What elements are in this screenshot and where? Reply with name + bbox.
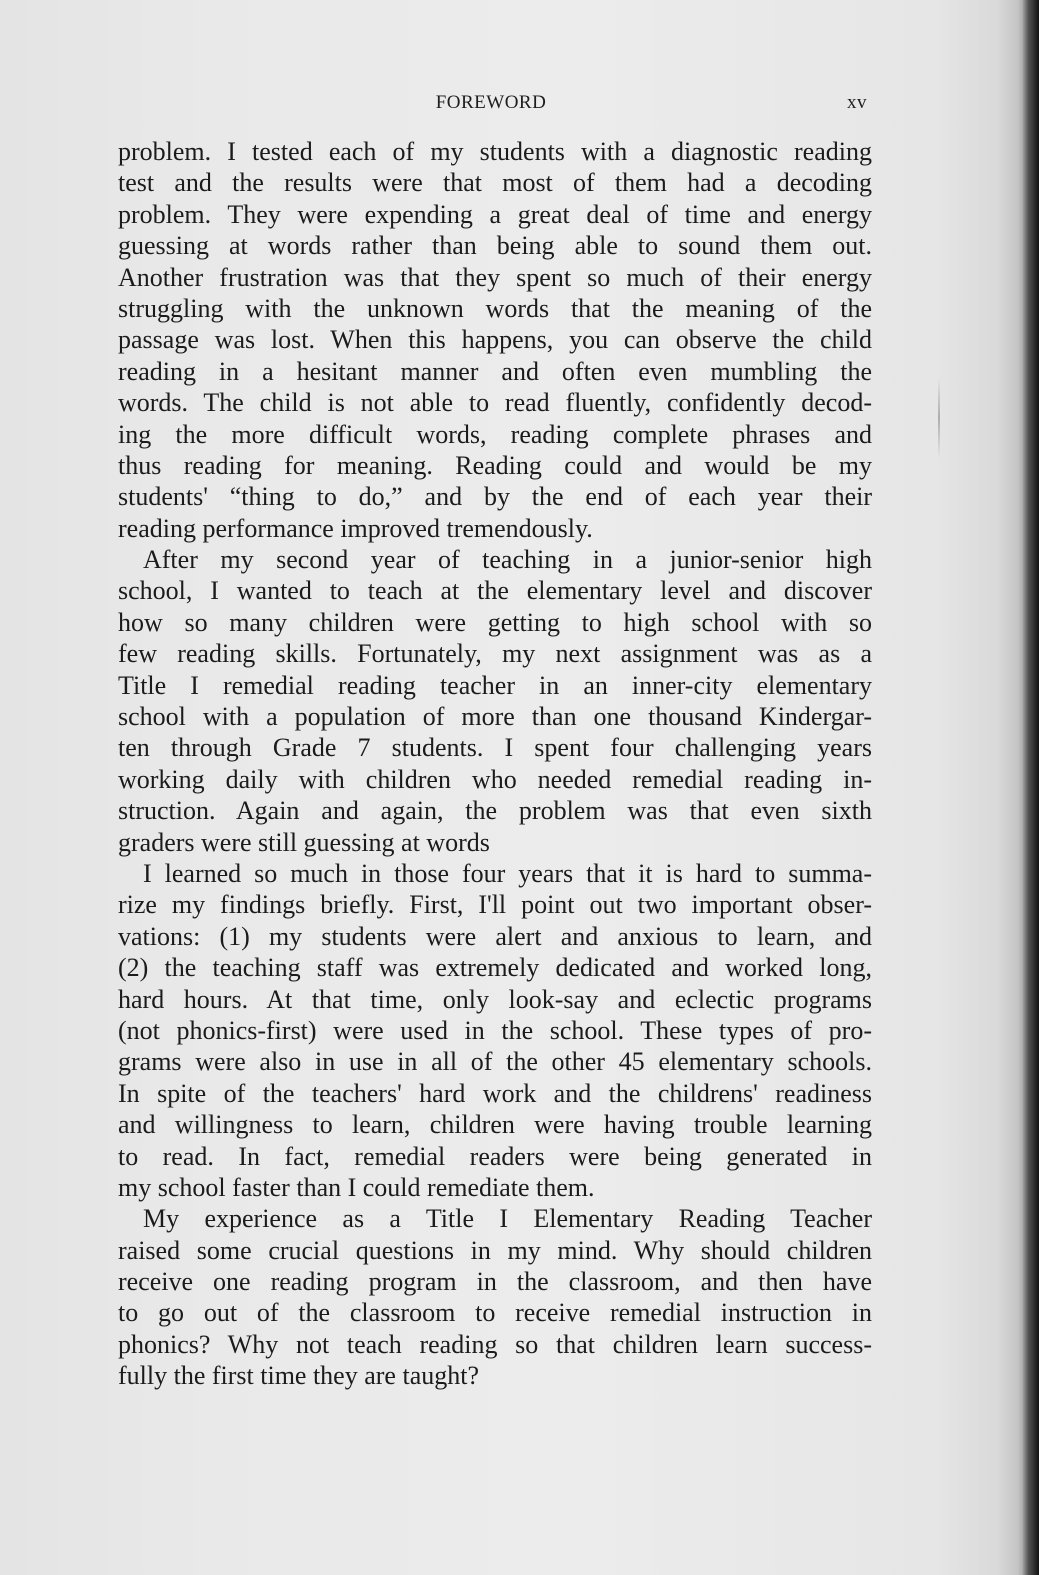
text-line: rize my findings briefly. First, I'll point out two important obser- bbox=[118, 890, 872, 920]
body-text bbox=[118, 136, 872, 1392]
running-title: FOREWORD bbox=[435, 92, 547, 113]
text-line: I learned so much in those four years that it is hard to summa- bbox=[143, 858, 872, 888]
text-line: (not phonics-first) were used in the school. These types of pro- bbox=[118, 1015, 872, 1045]
paragraph bbox=[118, 858, 872, 1203]
text-line: fully the first time they are taught? bbox=[118, 1361, 479, 1391]
text-line: Another frustration was that they spent so much of their energy bbox=[118, 262, 872, 292]
text-line: reading performance improved tremendously. bbox=[118, 513, 593, 543]
text-line: and willingness to learn, children were having trouble learning bbox=[118, 1110, 872, 1140]
text-line: passage was lost. When this happens, you can observe the child bbox=[118, 325, 872, 355]
margin-pencil-mark bbox=[938, 378, 940, 458]
text-line: test and the results were that most of them had a decoding bbox=[118, 168, 872, 198]
text-line: school, I wanted to teach at the elementary level and discover bbox=[118, 576, 872, 606]
text-line: phonics? Why not teach reading so that children learn success- bbox=[118, 1329, 872, 1359]
page-number: xv bbox=[847, 92, 867, 113]
book-spine-shadow bbox=[1021, 0, 1039, 1575]
text-line: grams were also in use in all of the other 45 elementary schools. bbox=[118, 1047, 872, 1077]
text-line: working daily with children who needed remedial reading in- bbox=[118, 764, 872, 794]
text-line: raised some crucial questions in my mind. Why should children bbox=[118, 1235, 872, 1265]
text-line: reading in a hesitant manner and often even mumbling the bbox=[118, 356, 872, 386]
text-line: few reading skills. Fortunately, my next assignment was as a bbox=[118, 639, 872, 669]
text-line: school with a population of more than one thousand Kindergar- bbox=[118, 702, 872, 732]
text-line: ing the more difficult words, reading complete phrases and bbox=[118, 419, 872, 449]
text-line: guessing at words rather than being able to sound them out. bbox=[118, 231, 872, 261]
text-line: struction. Again and again, the problem was that even sixth bbox=[118, 796, 872, 826]
text-line: hard hours. At that time, only look-say and eclectic programs bbox=[118, 984, 872, 1014]
text-line: ten through Grade 7 students. I spent four challenging years bbox=[118, 733, 872, 763]
text-line: In spite of the teachers' hard work and the childrens' readiness bbox=[118, 1078, 872, 1108]
paragraph bbox=[118, 136, 872, 544]
text-line: Title I remedial reading teacher in an inner-city elementary bbox=[118, 670, 872, 700]
text-line: vations: (1) my students were alert and anxious to learn, and bbox=[118, 921, 872, 951]
text-line: After my second year of teaching in a junior-senior high bbox=[143, 545, 872, 575]
text-line: My experience as a Title I Elementary Reading Teacher bbox=[143, 1204, 872, 1234]
running-header bbox=[115, 92, 867, 122]
text-line: graders were still guessing at words bbox=[118, 827, 490, 857]
paragraph bbox=[118, 544, 872, 858]
text-line: (2) the teaching staff was extremely dedicated and worked long, bbox=[118, 953, 872, 983]
text-line: struggling with the unknown words that the meaning of the bbox=[118, 293, 872, 323]
text-line: thus reading for meaning. Reading could and would be my bbox=[118, 450, 872, 480]
text-line: my school faster than I could remediate them. bbox=[118, 1172, 595, 1202]
text-line: words. The child is not able to read fluently, confidently decod- bbox=[118, 388, 872, 418]
text-line: how so many children were getting to high school with so bbox=[118, 607, 872, 637]
text-line: students' “thing to do,” and by the end of each year their bbox=[118, 482, 872, 512]
paragraph bbox=[118, 1203, 872, 1391]
text-line: problem. They were expending a great deal of time and energy bbox=[118, 199, 872, 229]
text-line: to read. In fact, remedial readers were being generated in bbox=[118, 1141, 872, 1171]
text-line: problem. I tested each of my students with a diagnostic reading bbox=[118, 137, 872, 166]
text-line: receive one reading program in the classroom, and then have bbox=[118, 1267, 872, 1297]
text-line: to go out of the classroom to receive remedial instruction in bbox=[118, 1298, 872, 1328]
